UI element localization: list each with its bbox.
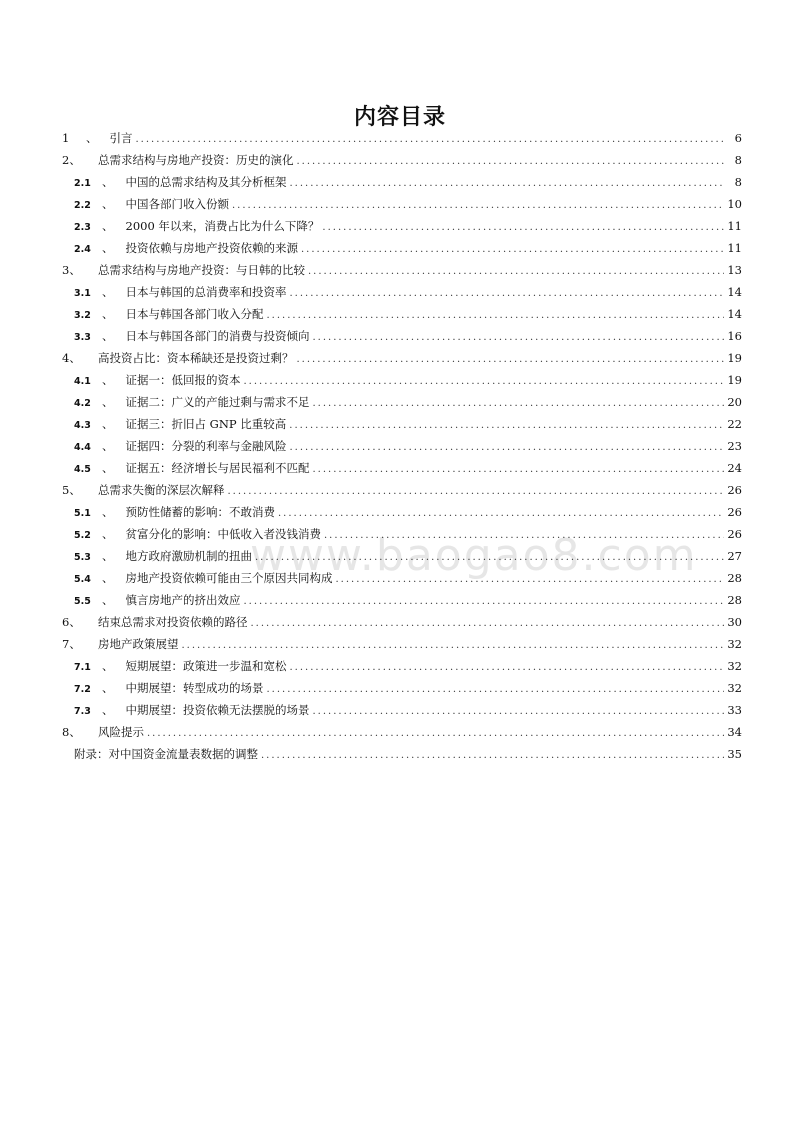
toc-entry-separator: 、 [86, 131, 98, 145]
toc-entry-title: 证据一：低回报的资本 [125, 373, 241, 387]
toc-leader-dots [290, 662, 725, 673]
toc-leader-dots [313, 332, 725, 343]
toc-entry[interactable] [62, 526, 742, 548]
toc-entry[interactable] [62, 614, 742, 636]
toc-entry-number: 6、 [62, 615, 81, 629]
table-of-contents [62, 130, 742, 768]
toc-entry-separator: 、 [102, 571, 114, 585]
toc-entry-page: 10 [727, 197, 742, 211]
toc-entry-number: 5.3 [74, 552, 91, 563]
toc-entry[interactable] [62, 724, 742, 746]
toc-entry-separator: 、 [102, 241, 114, 255]
toc-entry-number: 7.1 [74, 662, 91, 673]
toc-entry-page: 28 [727, 593, 742, 607]
toc-entry[interactable] [62, 658, 742, 680]
toc-leader-dots [261, 750, 724, 761]
toc-entry-title: 中国的总需求结构及其分析框架 [125, 175, 287, 189]
toc-entry-separator: 、 [102, 175, 114, 189]
toc-leader-dots [244, 376, 725, 387]
toc-entry-title: 高投资占比：资本稀缺还是投资过剩？ [98, 351, 294, 365]
toc-entry-number: 5、 [62, 483, 81, 497]
toc-entry-title: 总需求失衡的深层次解释 [98, 483, 225, 497]
toc-entry-separator: 、 [102, 549, 114, 563]
toc-leader-dots [182, 640, 725, 651]
toc-entry-title: 短期展望：政策进一步温和宽松 [125, 659, 287, 673]
toc-leader-dots [136, 134, 726, 145]
toc-entry[interactable] [62, 636, 742, 658]
toc-entry-title: 房地产投资依赖可能由三个原因共同构成 [125, 571, 333, 585]
toc-entry-number: 5.5 [74, 596, 91, 607]
toc-entry-page: 32 [727, 659, 742, 673]
toc-entry[interactable] [62, 174, 742, 196]
toc-entry[interactable] [62, 196, 742, 218]
toc-entry-title: 中国各部门收入份额 [125, 197, 229, 211]
toc-entry-title: 贫富分化的影响：中低收入者没钱消费 [125, 527, 321, 541]
toc-leader-dots [228, 486, 725, 497]
toc-entry-page: 32 [727, 681, 742, 695]
toc-entry[interactable] [62, 438, 742, 460]
toc-entry-title: 证据五：经济增长与居民福利不匹配 [125, 461, 310, 475]
toc-entry[interactable] [62, 284, 742, 306]
toc-entry-separator: 、 [102, 461, 114, 475]
toc-entry-number: 2、 [62, 153, 81, 167]
toc-entry-separator: 、 [102, 307, 114, 321]
toc-entry-page: 34 [727, 725, 742, 739]
toc-entry-page: 27 [727, 549, 742, 563]
toc-entry-number: 2.3 [74, 222, 91, 233]
toc-entry-page: 6 [734, 131, 742, 145]
toc-entry-title: 风险提示 [98, 725, 144, 739]
toc-entry[interactable] [62, 240, 742, 262]
toc-entry[interactable] [62, 570, 742, 592]
toc-entry-number: 3、 [62, 263, 81, 277]
toc-entry-title: 证据三：折旧占 GNP 比重较高 [125, 417, 287, 431]
toc-entry-number: 8、 [62, 725, 81, 739]
toc-leader-dots [244, 596, 725, 607]
toc-entry-page: 11 [727, 241, 742, 255]
toc-entry[interactable] [62, 482, 742, 504]
toc-leader-dots [297, 354, 725, 365]
toc-entry-title: 附录：对中国资金流量表数据的调整 [74, 747, 258, 761]
toc-entry[interactable] [62, 394, 742, 416]
toc-entry-separator: 、 [102, 681, 114, 695]
toc-entry[interactable] [62, 328, 742, 350]
toc-leader-dots [278, 508, 724, 519]
toc-entry-title: 中期展望：投资依赖无法摆脱的场景 [125, 703, 310, 717]
toc-entry-page: 24 [727, 461, 742, 475]
toc-entry-separator: 、 [102, 593, 114, 607]
toc-entry-number: 3.1 [74, 288, 91, 299]
toc-entry-page: 26 [727, 505, 742, 519]
toc-entry-separator: 、 [102, 439, 114, 453]
toc-entry-title: 日本与韩国的总消费率和投资率 [125, 285, 287, 299]
toc-entry-page: 19 [727, 373, 742, 387]
toc-entry-separator: 、 [102, 417, 114, 431]
toc-leader-dots [336, 574, 725, 585]
toc-entry-page: 28 [727, 571, 742, 585]
toc-entry[interactable] [62, 350, 742, 372]
toc-entry-title: 日本与韩国各部门的消费与投资倾向 [125, 329, 310, 343]
toc-entry-number: 7、 [62, 637, 81, 651]
toc-entry-page: 13 [727, 263, 742, 277]
watermark: www.baogao8.com [250, 530, 698, 581]
toc-entry[interactable] [62, 372, 742, 394]
page-title: 内容目录 [353, 105, 446, 130]
toc-entry-title: 日本与韩国各部门收入分配 [125, 307, 264, 321]
toc-leader-dots [313, 398, 725, 409]
toc-leader-dots [290, 442, 725, 453]
toc-entry-separator: 、 [102, 197, 114, 211]
toc-entry-title: 引言 [109, 131, 133, 145]
toc-entry-title: 慎言房地产的挤出效应 [125, 593, 241, 607]
toc-entry-number: 2.1 [74, 178, 91, 189]
toc-entry-page: 8 [734, 175, 742, 189]
toc-leader-dots [289, 420, 724, 431]
toc-entry[interactable] [62, 746, 742, 768]
toc-entry-number: 5.1 [74, 508, 91, 519]
toc-entry-separator: 、 [102, 219, 114, 233]
toc-entry-title: 2000 年以来，消费占比为什么下降？ [125, 219, 320, 233]
toc-leader-dots [313, 706, 725, 717]
toc-entry-number: 7.3 [74, 706, 91, 717]
toc-entry-number: 4.5 [74, 464, 91, 475]
toc-entry-page: 33 [727, 703, 742, 717]
toc-leader-dots [297, 156, 726, 167]
toc-entry[interactable] [62, 592, 742, 614]
toc-entry[interactable] [62, 702, 742, 724]
toc-entry-number: 4.1 [74, 376, 91, 387]
toc-entry-title: 房地产政策展望 [98, 637, 179, 651]
toc-entry-number: 4.3 [74, 420, 91, 431]
toc-leader-dots [267, 684, 725, 695]
toc-entry-page: 22 [727, 417, 742, 431]
toc-entry-separator: 、 [102, 703, 114, 717]
toc-entry-separator: 、 [102, 505, 114, 519]
toc-entry[interactable] [62, 416, 742, 438]
toc-entry-title: 投资依赖与房地产投资依赖的来源 [125, 241, 298, 255]
toc-entry-title: 结束总需求对投资依赖的路径 [98, 615, 248, 629]
toc-entry-title: 中期展望：转型成功的场景 [125, 681, 264, 695]
toc-entry-page: 19 [727, 351, 742, 365]
toc-entry-page: 23 [727, 439, 742, 453]
toc-entry-page: 14 [727, 307, 742, 321]
toc-entry-separator: 、 [102, 395, 114, 409]
toc-entry-page: 8 [734, 153, 742, 167]
toc-leader-dots [324, 530, 724, 541]
toc-entry[interactable] [62, 680, 742, 702]
toc-entry-title: 证据二：广义的产能过剩与需求不足 [125, 395, 310, 409]
toc-leader-dots [147, 728, 724, 739]
toc-entry-page: 11 [727, 219, 742, 233]
toc-entry-page: 20 [727, 395, 742, 409]
toc-leader-dots [313, 464, 725, 475]
toc-entry-separator: 、 [102, 285, 114, 299]
toc-entry-separator: 、 [102, 373, 114, 387]
toc-entry[interactable] [62, 262, 742, 284]
toc-entry[interactable] [62, 460, 742, 482]
toc-entry[interactable] [62, 548, 742, 570]
toc-entry-page: 14 [727, 285, 742, 299]
toc-entry-page: 26 [727, 527, 742, 541]
toc-entry-number: 2.4 [74, 244, 91, 255]
toc-leader-dots [232, 200, 724, 211]
toc-leader-dots [322, 222, 724, 233]
toc-entry-page: 26 [727, 483, 742, 497]
toc-entry-title: 地方政府激励机制的扭曲 [125, 549, 252, 563]
toc-entry-number: 4.4 [74, 442, 91, 453]
toc-entry-number: 4、 [62, 351, 81, 365]
toc-leader-dots [290, 178, 726, 189]
toc-entry-separator: 、 [102, 527, 114, 541]
toc-entry-page: 35 [727, 747, 742, 761]
toc-entry-title: 预防性储蓄的影响：不敢消费 [125, 505, 275, 519]
toc-entry-title: 总需求结构与房地产投资：历史的演化 [98, 153, 294, 167]
toc-entry-page: 16 [727, 329, 742, 343]
toc-entry[interactable] [62, 152, 742, 174]
toc-entry-page: 30 [727, 615, 742, 629]
toc-entry[interactable] [62, 218, 742, 240]
toc-entry-page: 32 [727, 637, 742, 651]
toc-leader-dots [308, 266, 724, 277]
toc-entry-number: 7.2 [74, 684, 91, 695]
toc-leader-dots [251, 618, 725, 629]
toc-entry-number: 2.2 [74, 200, 91, 211]
toc-entry-number: 3.2 [74, 310, 91, 321]
toc-leader-dots [267, 310, 725, 321]
toc-entry-number: 5.2 [74, 530, 91, 541]
toc-entry-number: 3.3 [74, 332, 91, 343]
toc-entry[interactable] [62, 504, 742, 526]
toc-entry-number: 1 [62, 131, 70, 145]
toc-leader-dots [301, 244, 724, 255]
toc-leader-dots [255, 552, 724, 563]
toc-entry[interactable] [62, 130, 742, 152]
toc-entry-title: 证据四：分裂的利率与金融风险 [125, 439, 287, 453]
toc-leader-dots [290, 288, 725, 299]
toc-entry-number: 5.4 [74, 574, 91, 585]
toc-entry-separator: 、 [102, 659, 114, 673]
toc-entry[interactable] [62, 306, 742, 328]
toc-entry-number: 4.2 [74, 398, 91, 409]
toc-entry-title: 总需求结构与房地产投资：与日韩的比较 [98, 263, 305, 277]
toc-entry-separator: 、 [102, 329, 114, 343]
